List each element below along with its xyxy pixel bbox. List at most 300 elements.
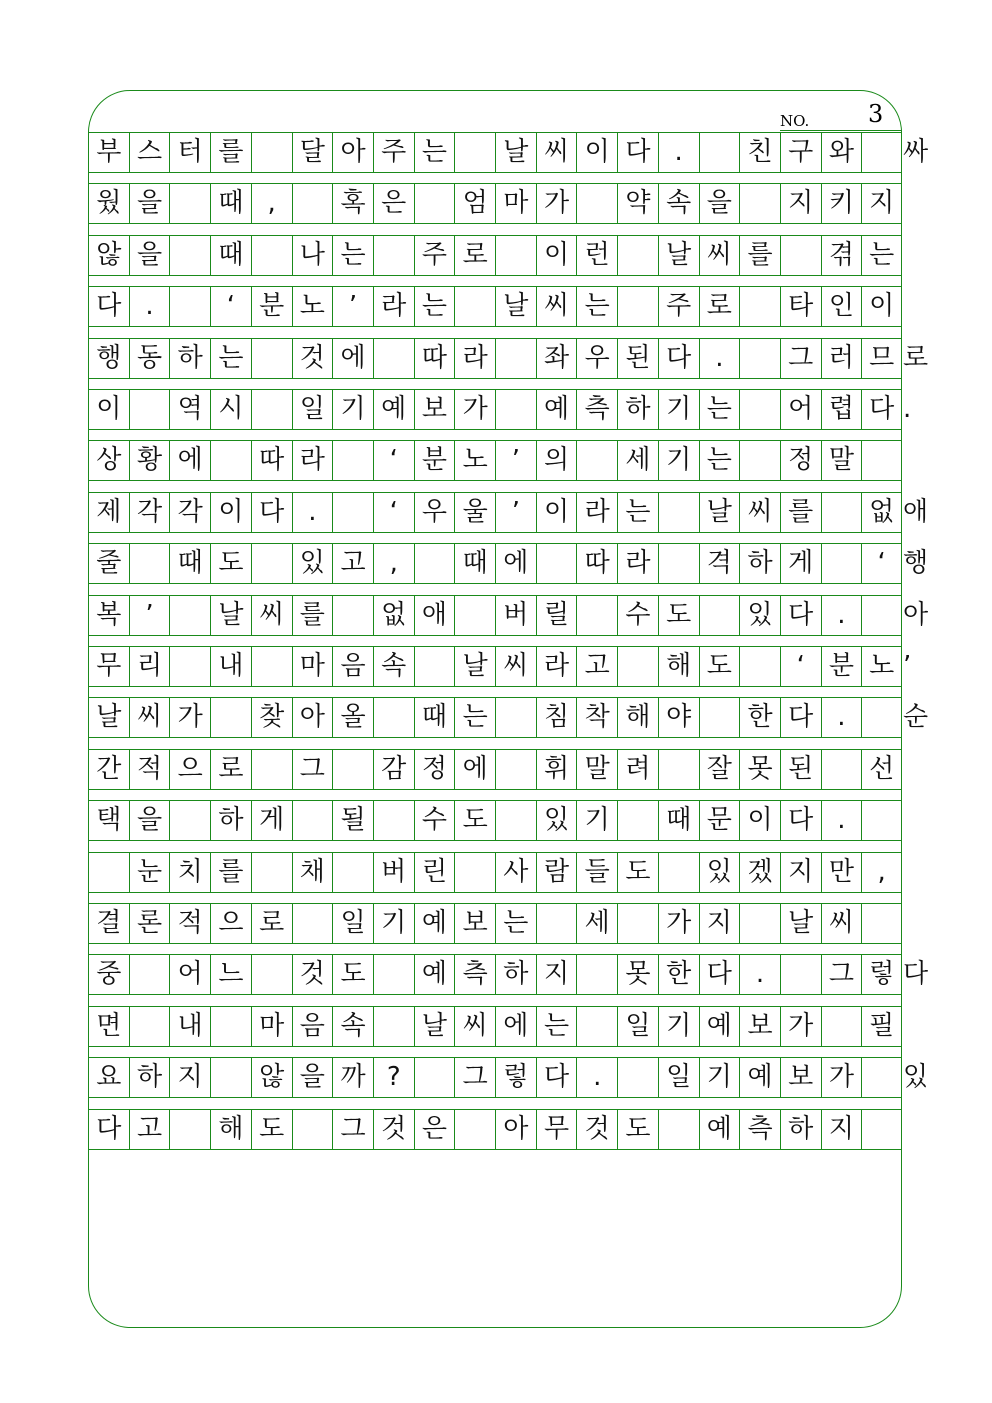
manuscript-cell: 날 (495, 286, 536, 326)
manuscript-cell: 를 (210, 852, 251, 892)
overflow-char: ’ (903, 651, 912, 681)
manuscript-cell (617, 286, 658, 326)
manuscript-cell: 그 (780, 338, 821, 378)
manuscript-cell: 속 (373, 646, 414, 686)
manuscript-cell: 해 (617, 697, 658, 737)
manuscript-cell: , (373, 543, 414, 583)
manuscript-cell: 보 (414, 389, 455, 429)
manuscript-cell: ? (373, 1057, 414, 1097)
manuscript-cell: 일 (292, 389, 333, 429)
manuscript-cell: 노 (861, 646, 902, 686)
row-bottom-rule (88, 789, 902, 790)
manuscript-cell: 므 (861, 338, 902, 378)
manuscript-cell: 로 (699, 286, 740, 326)
manuscript-cell: 마 (251, 1006, 292, 1046)
manuscript-cell: 를 (780, 492, 821, 532)
manuscript-cell: 부 (88, 132, 129, 172)
manuscript-cell: 날 (495, 132, 536, 172)
manuscript-cell: 눈 (129, 852, 170, 892)
manuscript-cell: 무 (88, 646, 129, 686)
manuscript-row (88, 492, 929, 532)
manuscript-cell: ’ (495, 440, 536, 480)
manuscript-cell (454, 852, 495, 892)
manuscript-cell: 때 (210, 183, 251, 223)
manuscript-cell: 엄 (454, 183, 495, 223)
manuscript-row (88, 183, 902, 223)
manuscript-cell: 의 (536, 440, 577, 480)
manuscript-cell: 착 (576, 697, 617, 737)
manuscript-cell: 씨 (251, 595, 292, 635)
manuscript-cell: 는 (495, 903, 536, 943)
manuscript-cell: 터 (169, 132, 210, 172)
manuscript-cell: 기 (332, 389, 373, 429)
manuscript-cell: 기 (658, 389, 699, 429)
manuscript-cell: 들 (576, 852, 617, 892)
manuscript-cell: 황 (129, 440, 170, 480)
manuscript-cell (536, 903, 577, 943)
manuscript-cell (658, 543, 699, 583)
manuscript-cell: 분 (251, 286, 292, 326)
row-bottom-rule (88, 480, 902, 481)
manuscript-cell: 내 (210, 646, 251, 686)
manuscript-row (88, 1109, 902, 1149)
manuscript-cell: 가 (169, 697, 210, 737)
manuscript-cell: 구 (780, 132, 821, 172)
row-top-rule (88, 903, 902, 904)
manuscript-cell: 느 (210, 954, 251, 994)
manuscript-cell: 이 (576, 132, 617, 172)
manuscript-cell: . (739, 954, 780, 994)
row-top-rule (88, 954, 902, 955)
manuscript-row (88, 440, 902, 480)
manuscript-cell: 고 (129, 1109, 170, 1149)
manuscript-cell: 주 (373, 132, 414, 172)
manuscript-cell: 것 (373, 1109, 414, 1149)
manuscript-cell (129, 389, 170, 429)
manuscript-cell: 간 (88, 749, 129, 789)
manuscript-cell: 시 (210, 389, 251, 429)
manuscript-cell: 있 (739, 595, 780, 635)
manuscript-cell: 씨 (454, 1006, 495, 1046)
manuscript-cell (454, 1109, 495, 1149)
manuscript-cell: 라 (536, 646, 577, 686)
manuscript-cell: 는 (699, 389, 740, 429)
manuscript-cell: 는 (699, 440, 740, 480)
manuscript-row (88, 646, 912, 686)
manuscript-cell (454, 595, 495, 635)
manuscript-row (88, 543, 929, 583)
manuscript-cell: 를 (292, 595, 333, 635)
manuscript-cell: 이 (739, 800, 780, 840)
row-top-rule (88, 595, 902, 596)
manuscript-cell: 라 (576, 492, 617, 532)
manuscript-cell: 않 (88, 235, 129, 275)
manuscript-cell (251, 132, 292, 172)
manuscript-cell: 음 (332, 646, 373, 686)
manuscript-cell: 에 (495, 1006, 536, 1046)
manuscript-row (88, 132, 929, 172)
manuscript-cell: 치 (169, 852, 210, 892)
manuscript-cell: 분 (414, 440, 455, 480)
manuscript-cell: 우 (414, 492, 455, 532)
manuscript-cell (576, 595, 617, 635)
manuscript-cell (373, 697, 414, 737)
manuscript-cell (129, 1006, 170, 1046)
manuscript-cell: 라 (292, 440, 333, 480)
manuscript-cell: 분 (821, 646, 862, 686)
manuscript-cell: . (129, 286, 170, 326)
manuscript-cell (576, 183, 617, 223)
manuscript-cell: 하 (780, 1109, 821, 1149)
row-top-rule (88, 852, 902, 853)
manuscript-cell: 된 (617, 338, 658, 378)
manuscript-cell: 상 (88, 440, 129, 480)
manuscript-row (88, 235, 902, 275)
manuscript-cell: 지 (536, 954, 577, 994)
manuscript-cell: 않 (251, 1057, 292, 1097)
manuscript-cell: 될 (332, 800, 373, 840)
manuscript-cell (169, 800, 210, 840)
manuscript-cell: 을 (292, 1057, 333, 1097)
manuscript-cell: 주 (414, 235, 455, 275)
manuscript-cell (821, 543, 862, 583)
manuscript-cell: 지 (169, 1057, 210, 1097)
manuscript-cell: 으 (210, 903, 251, 943)
manuscript-cell: 기 (576, 800, 617, 840)
manuscript-cell: 다 (536, 1057, 577, 1097)
manuscript-cell: ‘ (373, 440, 414, 480)
row-top-rule (88, 440, 902, 441)
row-top-rule (88, 1109, 902, 1110)
manuscript-cell (699, 595, 740, 635)
manuscript-cell (739, 389, 780, 429)
manuscript-cell: 세 (576, 903, 617, 943)
page-number-rule (780, 130, 902, 131)
manuscript-cell: 기 (658, 440, 699, 480)
row-bottom-rule (88, 1046, 902, 1047)
manuscript-cell: 를 (739, 235, 780, 275)
manuscript-cell (414, 543, 455, 583)
manuscript-cell: , (251, 183, 292, 223)
overflow-char: 로 (903, 342, 929, 373)
manuscript-cell: 것 (292, 954, 333, 994)
row-bottom-rule (88, 378, 902, 379)
manuscript-cell: 어 (780, 389, 821, 429)
manuscript-cell (861, 595, 902, 635)
page-number-value: 3 (868, 100, 884, 128)
manuscript-cell (495, 338, 536, 378)
manuscript-cell: 렇 (861, 954, 902, 994)
manuscript-cell: 예 (739, 1057, 780, 1097)
manuscript-row (88, 1006, 902, 1046)
manuscript-cell: 때 (169, 543, 210, 583)
manuscript-cell: 로 (454, 235, 495, 275)
row-bottom-rule (88, 429, 902, 430)
manuscript-row (88, 595, 929, 635)
manuscript-cell: 하 (169, 338, 210, 378)
manuscript-cell: 복 (88, 595, 129, 635)
manuscript-cell: 울 (454, 492, 495, 532)
row-top-rule (88, 183, 902, 184)
manuscript-cell: 문 (699, 800, 740, 840)
manuscript-row (88, 389, 912, 429)
manuscript-cell (861, 132, 902, 172)
manuscript-cell: 도 (699, 646, 740, 686)
manuscript-cell: 못 (617, 954, 658, 994)
manuscript-cell: 행 (88, 338, 129, 378)
row-top-rule (88, 492, 902, 493)
manuscript-cell: 감 (373, 749, 414, 789)
row-top-rule (88, 697, 902, 698)
manuscript-cell: 사 (495, 852, 536, 892)
manuscript-cell: 야 (658, 697, 699, 737)
manuscript-cell (780, 235, 821, 275)
manuscript-cell (617, 646, 658, 686)
manuscript-cell: . (292, 492, 333, 532)
manuscript-cell: 지 (780, 852, 821, 892)
manuscript-cell: . (821, 800, 862, 840)
manuscript-cell: 기 (373, 903, 414, 943)
manuscript-cell (251, 646, 292, 686)
manuscript-cell: 에 (169, 440, 210, 480)
manuscript-cell: 것 (292, 338, 333, 378)
manuscript-cell: 예 (414, 954, 455, 994)
manuscript-cell (251, 543, 292, 583)
manuscript-cell: 아 (292, 697, 333, 737)
manuscript-cell (495, 749, 536, 789)
manuscript-cell (292, 800, 333, 840)
manuscript-cell: 휘 (536, 749, 577, 789)
row-bottom-rule (88, 840, 902, 841)
manuscript-cell: 는 (332, 235, 373, 275)
overflow-char: 순 (903, 702, 929, 733)
manuscript-cell: ‘ (373, 492, 414, 532)
manuscript-cell (454, 132, 495, 172)
manuscript-cell: 다 (88, 286, 129, 326)
manuscript-row (88, 800, 902, 840)
manuscript-cell: 리 (129, 646, 170, 686)
manuscript-cell: 측 (454, 954, 495, 994)
manuscript-cell: . (576, 1057, 617, 1097)
manuscript-cell: 겠 (739, 852, 780, 892)
manuscript-cell (821, 492, 862, 532)
manuscript-cell: 는 (454, 697, 495, 737)
manuscript-cell (251, 338, 292, 378)
manuscript-cell: 마 (292, 646, 333, 686)
manuscript-cell (658, 749, 699, 789)
manuscript-cell: 음 (292, 1006, 333, 1046)
manuscript-cell (821, 1006, 862, 1046)
manuscript-cell: 각 (129, 492, 170, 532)
row-top-rule (88, 132, 902, 133)
manuscript-cell: 람 (536, 852, 577, 892)
manuscript-cell: 일 (658, 1057, 699, 1097)
manuscript-cell (739, 440, 780, 480)
manuscript-cell: 도 (617, 1109, 658, 1149)
manuscript-cell: 일 (617, 1006, 658, 1046)
manuscript-cell (739, 646, 780, 686)
manuscript-cell: 속 (332, 1006, 373, 1046)
manuscript-cell (292, 1109, 333, 1149)
manuscript-cell: 라 (373, 286, 414, 326)
row-bottom-rule (88, 635, 902, 636)
manuscript-cell: 으 (169, 749, 210, 789)
manuscript-cell: 도 (617, 852, 658, 892)
manuscript-cell (373, 338, 414, 378)
row-bottom-rule (88, 892, 902, 893)
row-bottom-rule (88, 172, 902, 173)
manuscript-cell: 는 (576, 286, 617, 326)
manuscript-cell (169, 595, 210, 635)
manuscript-cell: 결 (88, 903, 129, 943)
row-bottom-rule (88, 686, 902, 687)
manuscript-cell: 하 (129, 1057, 170, 1097)
manuscript-cell: 잘 (699, 749, 740, 789)
manuscript-cell (699, 697, 740, 737)
manuscript-cell: 노 (292, 286, 333, 326)
manuscript-row (88, 852, 902, 892)
manuscript-cell: 씨 (536, 286, 577, 326)
manuscript-cell (251, 852, 292, 892)
manuscript-cell (251, 235, 292, 275)
row-top-rule (88, 543, 902, 544)
row-top-rule (88, 286, 902, 287)
manuscript-cell: 그 (292, 749, 333, 789)
manuscript-cell: 무 (536, 1109, 577, 1149)
manuscript-cell (699, 132, 740, 172)
manuscript-cell: 을 (699, 183, 740, 223)
row-bottom-rule (88, 275, 902, 276)
manuscript-cell: 있 (536, 800, 577, 840)
manuscript-cell (129, 543, 170, 583)
manuscript-cell: 못 (739, 749, 780, 789)
manuscript-cell: ‘ (210, 286, 251, 326)
manuscript-cell (332, 595, 373, 635)
manuscript-cell (658, 852, 699, 892)
manuscript-cell: 적 (169, 903, 210, 943)
manuscript-cell: 게 (251, 800, 292, 840)
manuscript-cell: 약 (617, 183, 658, 223)
manuscript-cell (169, 235, 210, 275)
manuscript-cell: 스 (129, 132, 170, 172)
manuscript-cell: 지 (821, 1109, 862, 1149)
manuscript-cell (292, 183, 333, 223)
manuscript-cell: 다 (251, 492, 292, 532)
manuscript-cell: 런 (576, 235, 617, 275)
row-top-rule (88, 1057, 902, 1058)
manuscript-cell: 하 (210, 800, 251, 840)
manuscript-cell: 러 (821, 338, 862, 378)
manuscript-cell: 우 (576, 338, 617, 378)
manuscript-cell (292, 903, 333, 943)
manuscript-cell: 라 (454, 338, 495, 378)
manuscript-cell: 말 (576, 749, 617, 789)
manuscript-cell (210, 440, 251, 480)
manuscript-cell: 를 (210, 132, 251, 172)
manuscript-cell: 다 (658, 338, 699, 378)
manuscript-cell: 아 (495, 1109, 536, 1149)
manuscript-cell: 고 (332, 543, 373, 583)
manuscript-cell: 혹 (332, 183, 373, 223)
manuscript-cell: 도 (210, 543, 251, 583)
manuscript-cell: 려 (617, 749, 658, 789)
manuscript-cell: 주 (658, 286, 699, 326)
manuscript-cell (576, 440, 617, 480)
manuscript-cell: 을 (129, 183, 170, 223)
manuscript-cell: 해 (210, 1109, 251, 1149)
manuscript-cell: 때 (414, 697, 455, 737)
manuscript-cell: 때 (210, 235, 251, 275)
manuscript-cell (332, 852, 373, 892)
manuscript-cell: 하 (617, 389, 658, 429)
manuscript-cell: 한 (739, 697, 780, 737)
manuscript-cell: 내 (169, 1006, 210, 1046)
manuscript-cell (251, 749, 292, 789)
row-top-rule (88, 749, 902, 750)
manuscript-cell: 도 (251, 1109, 292, 1149)
manuscript-cell: 말 (821, 440, 862, 480)
manuscript-cell: 인 (821, 286, 862, 326)
manuscript-cell: 있 (292, 543, 333, 583)
manuscript-cell (617, 1057, 658, 1097)
row-bottom-rule (88, 1097, 902, 1098)
manuscript-cell (332, 440, 373, 480)
manuscript-cell: 도 (454, 800, 495, 840)
manuscript-cell: 제 (88, 492, 129, 532)
manuscript-cell (576, 1006, 617, 1046)
manuscript-cell: 적 (129, 749, 170, 789)
manuscript-cell: 이 (88, 389, 129, 429)
manuscript-cell (332, 749, 373, 789)
manuscript-cell: 지 (861, 183, 902, 223)
manuscript-cell: 면 (88, 1006, 129, 1046)
manuscript-cell: 겪 (821, 235, 862, 275)
manuscript-cell: 날 (780, 903, 821, 943)
manuscript-cell: 동 (129, 338, 170, 378)
manuscript-cell (332, 492, 373, 532)
manuscript-cell (169, 286, 210, 326)
manuscript-cell (861, 903, 902, 943)
manuscript-cell (129, 954, 170, 994)
manuscript-cell (88, 852, 129, 892)
manuscript-cell: 씨 (536, 132, 577, 172)
manuscript-cell: 고 (576, 646, 617, 686)
overflow-char: 애 (903, 496, 929, 527)
manuscript-cell (780, 954, 821, 994)
manuscript-cell: 씨 (739, 492, 780, 532)
manuscript-cell: 씨 (699, 235, 740, 275)
manuscript-cell: 보 (780, 1057, 821, 1097)
manuscript-cell: 측 (739, 1109, 780, 1149)
manuscript-cell: 수 (617, 595, 658, 635)
manuscript-cell: 좌 (536, 338, 577, 378)
manuscript-cell: 로 (210, 749, 251, 789)
manuscript-cell: 렇 (495, 1057, 536, 1097)
manuscript-cell (739, 338, 780, 378)
manuscript-cell (576, 954, 617, 994)
manuscript-cell: 이 (536, 235, 577, 275)
manuscript-cell: 예 (699, 1006, 740, 1046)
manuscript-cell: 찾 (251, 697, 292, 737)
manuscript-cell: 수 (414, 800, 455, 840)
manuscript-cell: 침 (536, 697, 577, 737)
manuscript-cell: 날 (88, 697, 129, 737)
manuscript-row (88, 903, 902, 943)
manuscript-cell: 다 (780, 800, 821, 840)
manuscript-cell: 날 (414, 1006, 455, 1046)
row-bottom-rule (88, 583, 902, 584)
manuscript-cell: 해 (658, 646, 699, 686)
